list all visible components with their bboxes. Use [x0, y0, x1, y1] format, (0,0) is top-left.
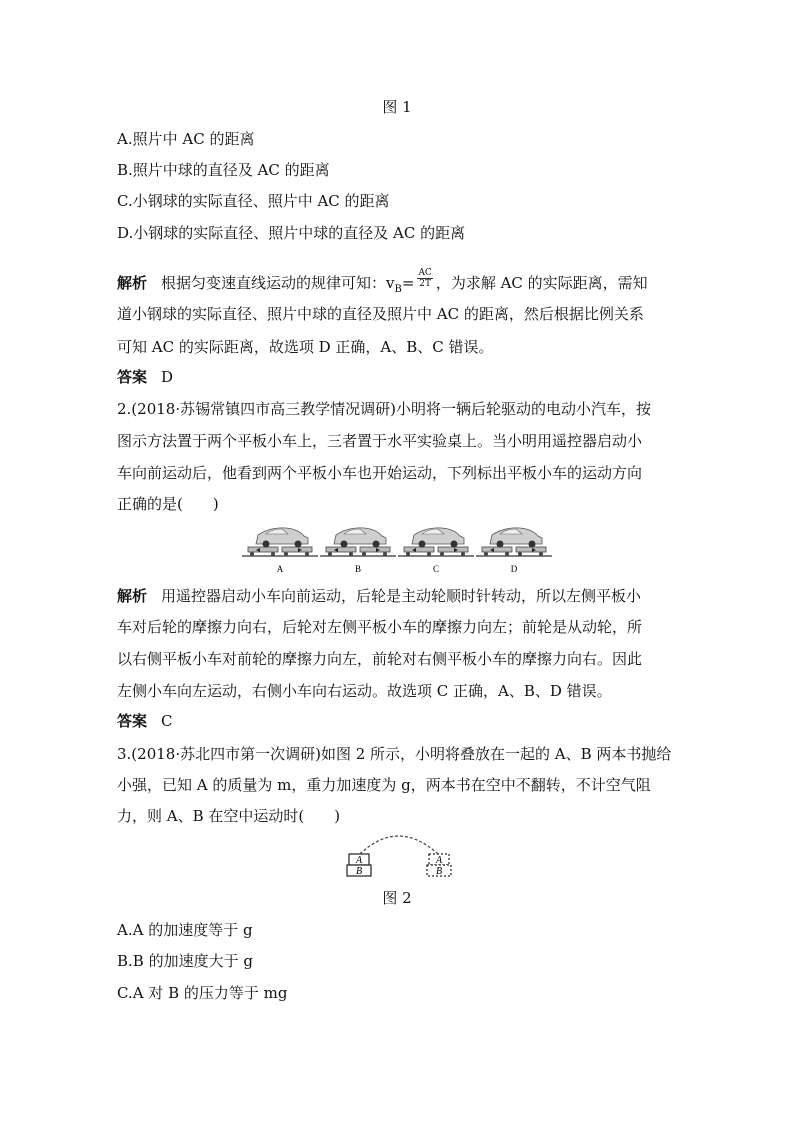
q1-option-a: A.照片中 AC 的距离: [117, 130, 255, 148]
cart-wheel: [406, 552, 410, 556]
car-rear-wheel: [263, 541, 270, 548]
car-front-wheel: [295, 541, 302, 548]
right-cart: [516, 547, 546, 552]
car-rear-wheel: [497, 541, 504, 548]
cart-wheel: [362, 552, 366, 556]
q1-option-c: C.小钢球的实际直径、照片中 AC 的距离: [117, 192, 390, 210]
q2-solution-line3: 以右侧平板小车对前轮的摩擦力向左，前轮对右侧平板小车的摩擦力向右。因此: [117, 650, 643, 668]
panel-label: D: [510, 564, 518, 574]
cart-wheel: [461, 552, 465, 556]
panel-label: C: [432, 564, 440, 574]
panel-label: B: [354, 564, 362, 574]
right-cart: [438, 547, 468, 552]
q2-stem-line2: 图示方法置于两个平板小车上，三者置于水平实验桌上。当小明用遥控器启动小: [117, 432, 643, 450]
figure-2-caption: 图 2: [382, 889, 412, 907]
q1-option-d: D.小钢球的实际直径、照片中球的直径及 AC 的距离: [117, 224, 466, 242]
thrown-books-figure: [340, 832, 460, 880]
q3-option-a: A.A 的加速度等于 g: [117, 921, 253, 939]
q3-option-b: B.B 的加速度大于 g: [117, 952, 253, 970]
car-rear-wheel: [419, 541, 426, 548]
q1-solution-line2: 道小钢球的实际直径、照片中球的直径及照片中 AC 的距离，然后根据比例关系: [117, 305, 644, 323]
fraction: $\frac{AC}{2T}$: [418, 267, 432, 289]
cart-wheel: [440, 552, 444, 556]
q2-stem-line1: 2.(2018·苏锡常镇四市高三教学情况调研)小明将一辆后轮驱动的电动小汽车，按: [117, 400, 651, 418]
cart-wheel: [284, 552, 288, 556]
right-cart: [360, 547, 390, 552]
cart-wheel: [505, 552, 509, 556]
label-a-start: A: [355, 855, 363, 866]
cart-wheel: [349, 552, 353, 556]
q2-stem-line3: 车向前运动后，他看到两个平板小车也开始运动，下列标出平板小车的运动方向: [117, 464, 643, 482]
label-a-end: A: [435, 855, 443, 866]
q2-stem-line4: 正确的是( ): [117, 495, 219, 513]
trajectory-arc: [360, 836, 438, 854]
label-b-end: B: [435, 866, 443, 877]
car-rear-wheel: [341, 541, 348, 548]
q2-solution-line2: 车对后轮的摩擦力向右，后轮对左侧平板小车的摩擦力向左；前轮是从动轮，所: [117, 618, 643, 636]
solution-label: 解析: [117, 274, 148, 292]
panel-label: A: [276, 564, 284, 574]
left-cart: [248, 547, 278, 552]
car-front-wheel: [373, 541, 380, 548]
cart-wheel: [250, 552, 254, 556]
q3-stem-line1: 3.(2018·苏北四市第一次调研)如图 2 所示，小明将叠放在一起的 A、B 两本书抛给: [117, 745, 672, 763]
cart-wheel: [383, 552, 387, 556]
q1-solution-line3: 可知 AC 的实际距离，故选项 D 正确，A、B、C 错误。: [117, 338, 494, 356]
q2-solution-line1: 解析 用遥控器启动小车向前运动，后轮是主动轮顺时针转动，所以左侧平板小: [117, 587, 642, 605]
cart-wheel: [518, 552, 522, 556]
q1-solution-line1: 解析 根据匀变速直线运动的规律可知：$v_B=$ $\frac{AC}{2T}$ ，为求解 AC 的实际距离，需知: [117, 267, 648, 295]
car-panel-d: [476, 528, 552, 574]
car-panel-a: [242, 528, 318, 574]
cart-wheel: [305, 552, 309, 556]
left-cart: [482, 547, 512, 552]
cart-wheel: [328, 552, 332, 556]
cart-wheel: [427, 552, 431, 556]
cart-wheel: [484, 552, 488, 556]
car-front-wheel: [451, 541, 458, 548]
q1-answer: 答案 D: [117, 368, 174, 386]
cart-wheel: [271, 552, 275, 556]
left-cart: [404, 547, 434, 552]
q1-option-b: B.照片中球的直径及 AC 的距离: [117, 161, 330, 179]
cars-on-carts-figure: [242, 520, 554, 575]
car-panel-b: [320, 528, 396, 574]
right-cart: [282, 547, 312, 552]
q2-answer: 答案 C: [117, 712, 173, 730]
q3-stem-line2: 小强，已知 A 的质量为 m，重力加速度为 g，两本书在空中不翻转，不计空气阻: [117, 776, 651, 794]
left-cart: [326, 547, 356, 552]
car-panel-c: [398, 528, 474, 574]
label-b-start: B: [355, 866, 363, 877]
figure-1-caption: 图 1: [382, 98, 412, 116]
q3-option-c: C.A 对 B 的压力等于 mg: [117, 984, 288, 1002]
car-front-wheel: [529, 541, 536, 548]
cart-wheel: [539, 552, 543, 556]
q3-stem-line3: 力，则 A、B 在空中运动时( ): [117, 807, 341, 825]
q2-solution-line4: 左侧小车向左运动，右侧小车向右运动。故选项 C 正确，A、B、D 错误。: [117, 682, 612, 700]
